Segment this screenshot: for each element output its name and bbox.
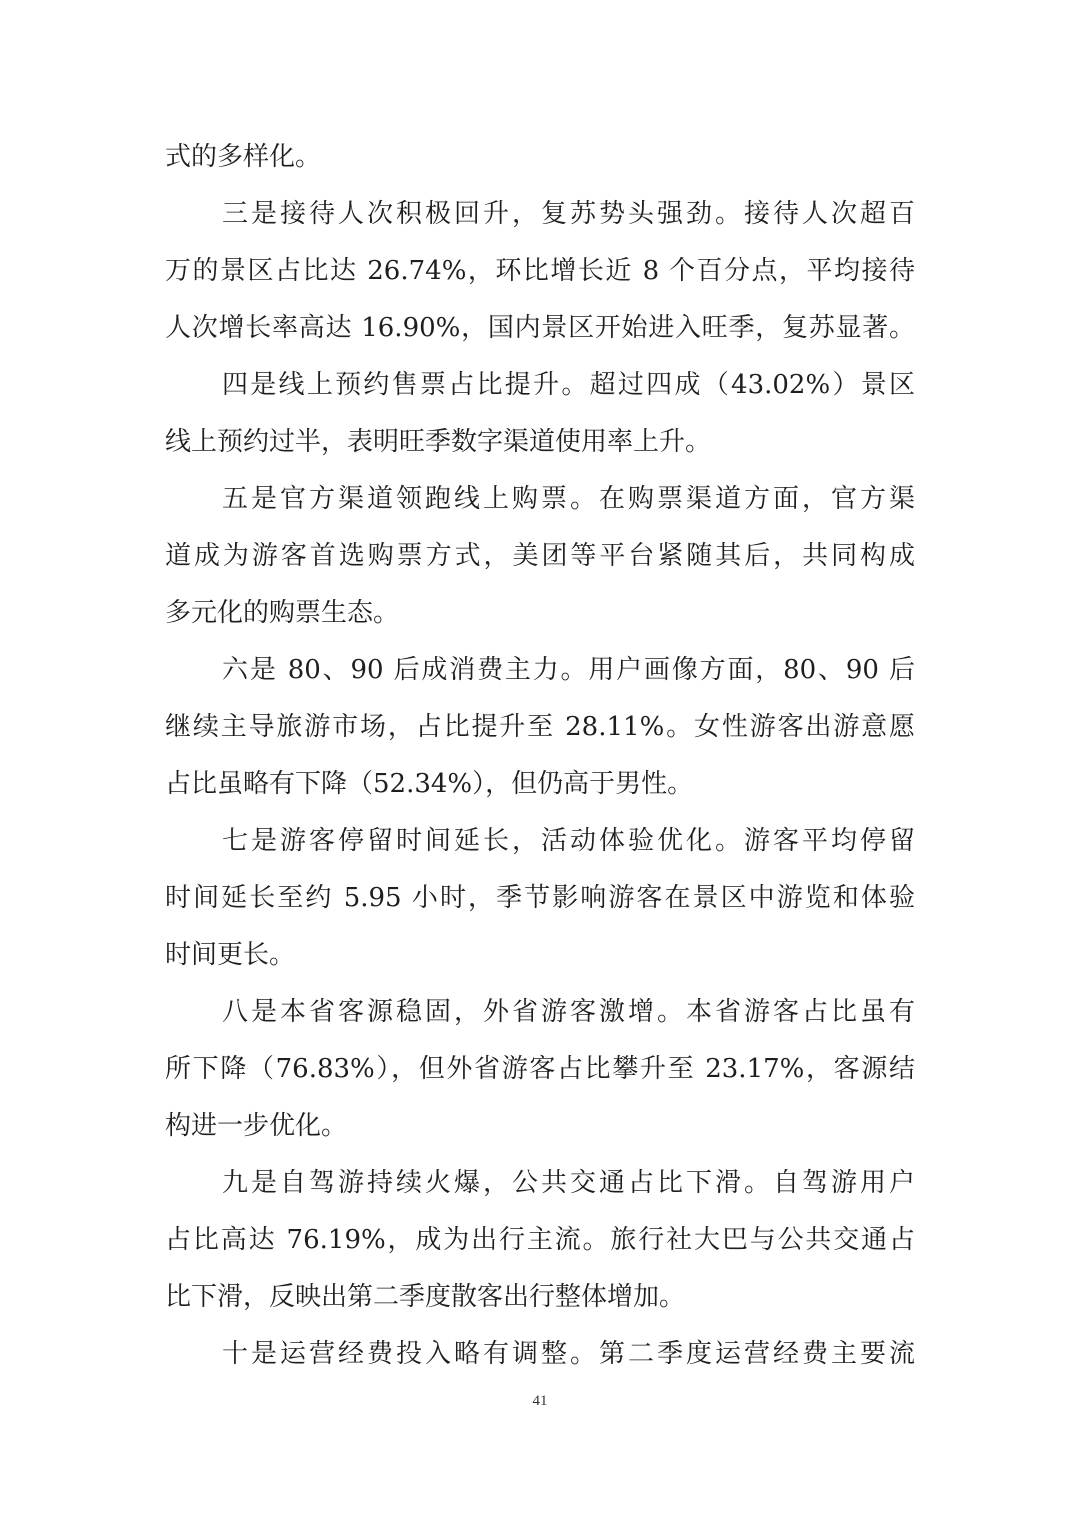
text-line: 比下滑，反映出第二季度散客出行整体增加。 (165, 1282, 686, 1312)
paragraph-nine-line: 九是自驾游持续火爆，公共交通占比下滑。自驾游用户 (222, 1168, 915, 1198)
paragraph-seven-line: 七是游客停留时间延长，活动体验优化。游客平均停留 (222, 826, 915, 856)
text-line: 万的景区占比达 26.74%，环比增长近 8 个百分点，平均接待 (165, 256, 915, 286)
page-number: 41 (532, 1393, 548, 1409)
text-line: 人次增长率高达 16.90%，国内景区开始进入旺季，复苏显著。 (165, 313, 915, 343)
paragraph-ten-line: 十是运营经费投入略有调整。第二季度运营经费主要流 (222, 1339, 915, 1369)
text-line: 时间更长。 (165, 940, 296, 970)
paragraph-six-line: 六是 80、90 后成消费主力。用户画像方面，80、90 后 (222, 655, 915, 685)
paragraph-eight-line: 八是本省客源稳固，外省游客激增。本省游客占比虽有 (222, 997, 915, 1027)
text-line: 线上预约过半，表明旺季数字渠道使用率上升。 (165, 427, 712, 457)
paragraph-four-line: 四是线上预约售票占比提升。超过四成（43.02%）景区 (222, 370, 915, 400)
text-line: 继续主导旅游市场，占比提升至 28.11%。女性游客出游意愿 (165, 712, 915, 742)
paragraph-five-line: 五是官方渠道领跑线上购票。在购票渠道方面，官方渠 (222, 484, 915, 514)
text-line: 构进一步优化。 (165, 1111, 348, 1141)
text-line: 道成为游客首选购票方式，美团等平台紧随其后，共同构成 (165, 541, 915, 571)
text-line: 式的多样化。 (165, 142, 322, 172)
paragraph-three-line: 三是接待人次积极回升，复苏势头强劲。接待人次超百 (222, 199, 915, 229)
text-line: 时间延长至约 5.95 小时，季节影响游客在景区中游览和体验 (165, 883, 915, 913)
text-line: 多元化的购票生态。 (165, 598, 400, 628)
text-line: 占比虽略有下降（52.34%），但仍高于男性。 (165, 769, 694, 799)
text-line: 占比高达 76.19%，成为出行主流。旅行社大巴与公共交通占 (165, 1225, 915, 1255)
text-line: 所下降（76.83%），但外省游客占比攀升至 23.17%，客源结 (165, 1054, 915, 1084)
